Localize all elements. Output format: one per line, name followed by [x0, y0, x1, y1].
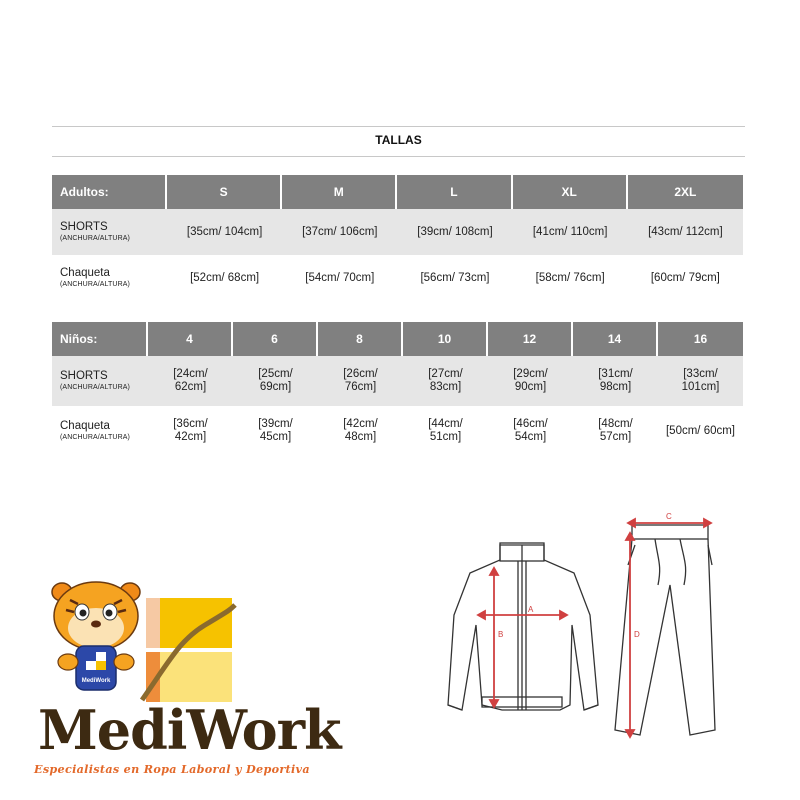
measure-label-d: D — [634, 630, 640, 639]
row-label-cell — [52, 406, 148, 456]
table-row — [52, 406, 743, 456]
size-header: 10 — [403, 322, 488, 356]
adults-header-row — [52, 175, 743, 209]
size-value: [35cm/ 104cm] — [167, 209, 282, 255]
table-row — [52, 209, 743, 255]
size-value: [29cm/ 90cm] — [488, 356, 573, 406]
size-value: [48cm/ 57cm] — [598, 418, 633, 443]
size-value: [25cm/ 69cm] — [233, 356, 318, 406]
size-value: [27cm/ 83cm] — [403, 356, 488, 406]
measure-label-b: B — [498, 630, 504, 639]
size-value: [58cm/ 76cm] — [535, 271, 605, 284]
size-header: XL — [513, 175, 628, 209]
row-sublabel: (ANCHURA/ALTURA) — [60, 235, 130, 242]
size-header: 2XL — [628, 175, 743, 209]
size-value: [26cm/ 76cm] — [318, 356, 403, 406]
tiger-mascot-icon — [52, 582, 140, 690]
row-label: Chaqueta — [60, 420, 110, 432]
size-value: [50cm/ 60cm] — [665, 424, 736, 437]
size-value: [46cm/ 54cm] — [513, 418, 548, 443]
row-label: SHORTS — [60, 221, 108, 233]
size-value: [43cm/ 112cm] — [628, 209, 743, 255]
size-header: L — [397, 175, 512, 209]
jacket-outline — [448, 543, 598, 710]
garment-measurement-diagram — [440, 505, 740, 745]
row-label: SHORTS — [60, 370, 108, 382]
pants-measures — [626, 519, 711, 737]
measure-label-a: A — [528, 605, 534, 614]
adults-header-label: Adultos: — [52, 175, 167, 209]
row-label-cell — [52, 209, 167, 255]
top-rule — [52, 126, 745, 127]
adults-size-table — [52, 175, 743, 301]
size-header: M — [282, 175, 397, 209]
size-header: S — [167, 175, 282, 209]
title-rule — [52, 156, 745, 157]
row-label-cell — [52, 356, 148, 406]
kids-header-label: Niños: — [52, 322, 148, 356]
brand-name: MediWork — [38, 698, 341, 762]
brand-tagline: Especialistas en Ropa Laboral y Deportiva — [34, 762, 310, 776]
size-header: 8 — [318, 322, 403, 356]
size-header: 16 — [658, 322, 743, 356]
size-value: [37cm/ 106cm] — [282, 209, 397, 255]
row-sublabel: (ANCHURA/ALTURA) — [60, 434, 130, 441]
row-label: Chaqueta — [60, 267, 110, 279]
size-value: [33cm/ 101cm] — [658, 356, 743, 406]
kids-header-row — [52, 322, 743, 356]
row-label-cell — [52, 255, 167, 301]
size-header: 6 — [233, 322, 318, 356]
size-value: [44cm/ 51cm] — [428, 418, 463, 443]
size-value: [52cm/ 68cm] — [190, 271, 260, 284]
size-value: [42cm/ 48cm] — [343, 418, 378, 443]
table-row — [52, 255, 743, 301]
size-value: [24cm/ 62cm] — [148, 356, 233, 406]
size-value: [41cm/ 110cm] — [513, 209, 628, 255]
mascot-badge-text: MediWork — [81, 678, 111, 684]
row-sublabel: (ANCHURA/ALTURA) — [60, 384, 130, 391]
kids-size-table — [52, 322, 743, 456]
size-value: [39cm/ 108cm] — [397, 209, 512, 255]
size-value: [56cm/ 73cm] — [420, 271, 490, 284]
size-value: [54cm/ 70cm] — [305, 271, 375, 284]
size-header: 12 — [488, 322, 573, 356]
measure-label-c: C — [666, 512, 672, 521]
size-header: 4 — [148, 322, 233, 356]
size-value: [31cm/ 98cm] — [573, 356, 658, 406]
size-value: [60cm/ 79cm] — [650, 271, 720, 284]
size-header: 14 — [573, 322, 658, 356]
table-row — [52, 356, 743, 406]
page-title: TALLAS — [375, 133, 422, 147]
size-value: [39cm/ 45cm] — [258, 418, 293, 443]
logo-square-yellow — [160, 598, 232, 648]
size-value: [36cm/ 42cm] — [173, 418, 208, 443]
row-sublabel: (ANCHURA/ALTURA) — [60, 281, 130, 288]
